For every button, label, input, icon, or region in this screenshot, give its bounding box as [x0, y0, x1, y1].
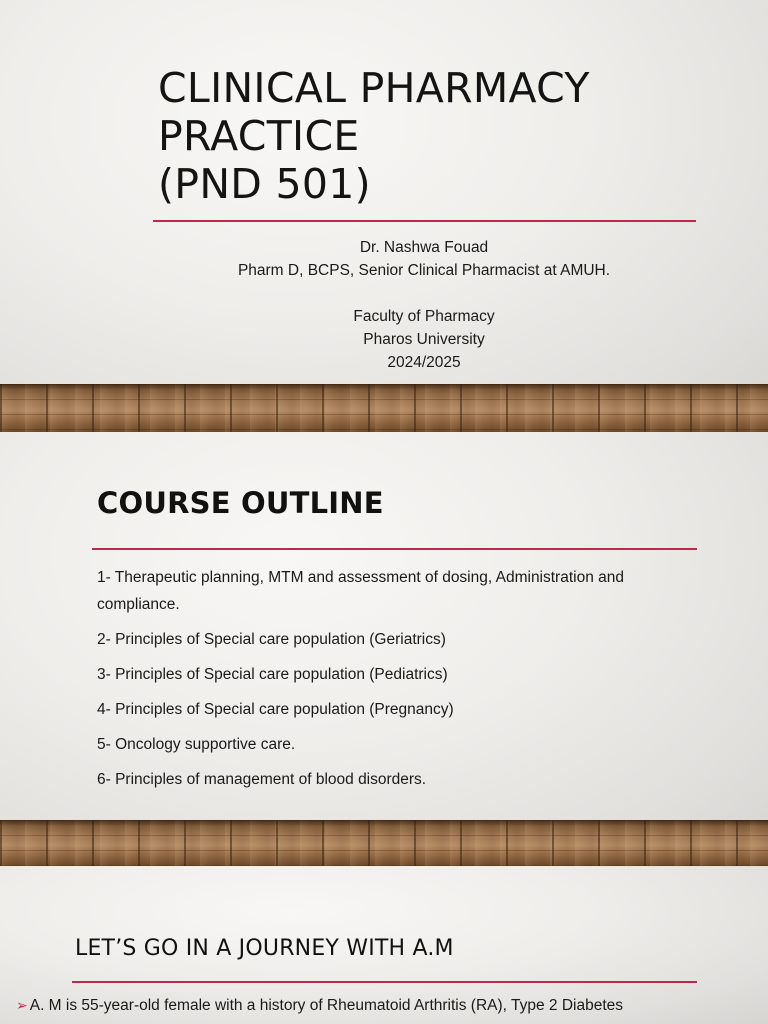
list-item: 3- Principles of Special care population (Pediatrics)	[97, 666, 448, 683]
course-outline-slide	[0, 432, 768, 866]
title-line: CLINICAL PHARMACY	[158, 64, 590, 112]
bullet-text: A. M is 55-year-old female with a history of Rheumatoid Arthritis (RA), Type 2 Diabetes	[29, 997, 623, 1014]
slide-heading: COURSE OUTLINE	[97, 486, 384, 520]
list-item: 5- Oncology supportive care.	[97, 736, 296, 753]
university-name: Pharos University	[363, 331, 485, 348]
wood-floor	[0, 384, 768, 432]
spacer	[152, 282, 696, 305]
wood-floor	[0, 820, 768, 866]
title-slide	[0, 0, 768, 432]
slide-subtitle	[152, 236, 696, 374]
title-divider	[153, 220, 696, 222]
heading-divider	[92, 548, 697, 550]
title-line: (PND 501)	[158, 160, 371, 208]
presenter-credentials: Pharm D, BCPS, Senior Clinical Pharmacist at AMUH.	[237, 262, 611, 279]
list-item: 2- Principles of Special care population (Geriatrics)	[97, 631, 446, 648]
case-slide	[0, 866, 768, 1024]
faculty-name: Faculty of Pharmacy	[353, 308, 495, 325]
list-item: 6- Principles of management of blood disorders.	[97, 771, 427, 788]
list-item: 1- Therapeutic planning, MTM and assessment of dosing, Administration and compliance.	[97, 569, 624, 613]
course-outline-list	[97, 564, 697, 801]
academic-year: 2024/2025	[387, 354, 461, 371]
arrow-bullet-icon: ➢	[16, 997, 28, 1013]
presenter-name: Dr. Nashwa Fouad	[359, 239, 489, 256]
title-line: PRACTICE	[158, 112, 360, 160]
slide-heading: LET’S GO IN A JOURNEY WITH A.M	[75, 936, 454, 961]
case-bullet	[16, 997, 768, 1015]
slide-title	[158, 64, 590, 208]
heading-divider	[72, 981, 697, 983]
list-item: 4- Principles of Special care population (Pregnancy)	[97, 701, 454, 718]
